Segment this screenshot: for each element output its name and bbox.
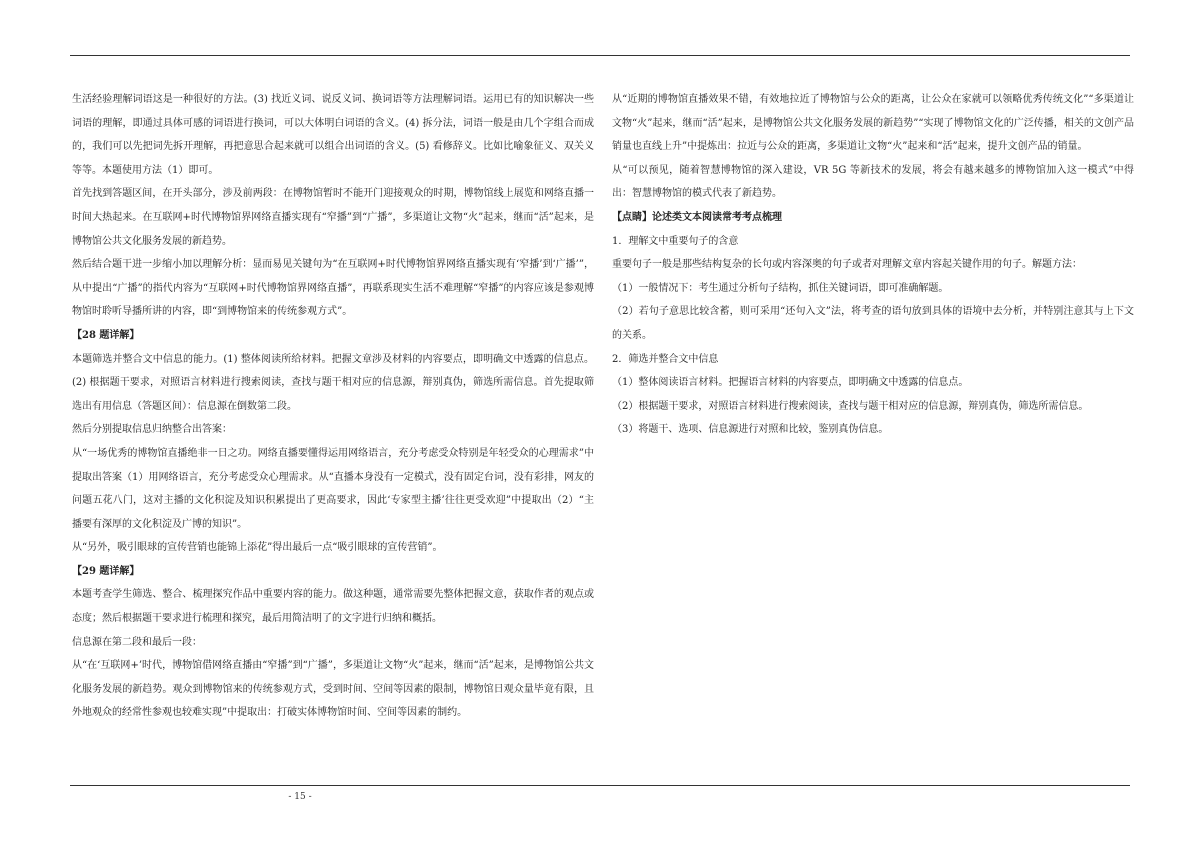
paragraph: 1．理解文中重要句子的含意 bbox=[612, 235, 739, 247]
paragraph: 2．筛选并整合文中信息 bbox=[612, 353, 719, 365]
left-column bbox=[72, 88, 594, 725]
paragraph: 从“在‘互联网+’时代，博物馆借网络直播由“窄播”到“广播”，多渠道让文物“火”起来，继而“活”起来，是博物馆公共文化服务发展的新趋势。观众到博物馆来的传统参观方式，受到时间、空间等因素的限制，博物馆日观众量毕竟有限，且外地观众的经常性参观也较难实现”中提取出：打破实体博物馆时间、空间等因素的制约。 bbox=[72, 660, 594, 719]
header-rule bbox=[70, 55, 1130, 56]
paragraph: 从“近期的博物馆直播效果不错，有效地拉近了博物馆与公众的距离，让公众在家就可以领略优秀传统文化”“多渠道让文物“火”起来，继而“活”起来，是博物馆公共文化服务发展的新趋势”“实现了博物馆文化的广泛传播，相关的文创产品销量也直线上升”中提炼出：拉近与公众的距离，多渠道让文物“火”起来和“活”起来，提升文创产品的销量。 bbox=[612, 94, 1134, 153]
paragraph: 从“另外，吸引眼球的宣传营销也能锦上添花”得出最后一点“吸引眼球的宣传营销”。 bbox=[72, 542, 443, 554]
section-heading: 【点睛】论述类文本阅读常考考点梳理 bbox=[612, 211, 782, 223]
paragraph: 信息源在第二段和最后一段： bbox=[72, 636, 202, 648]
right-column bbox=[612, 88, 1134, 442]
paragraph: （1）一般情况下：考生通过分析句子结构，抓住关键词语，即可准确解题。 bbox=[612, 282, 949, 294]
page-number: - 15 - bbox=[288, 792, 312, 802]
paragraph: 生活经验理解词语这是一种很好的方法。(3) 找近义词、说反义词、换词语等方法理解词语。运用已有的知识解决一些词语的理解，即通过具体可感的词语进行换词，可以大体明白词语的含义。(4) 拆分法，词语一般是由几个字组合而成的，我们可以先把词先拆开理解，再把意思合起来就可以组合出词语的含义。(5) 看修辞义。比如比喻象征义、双关义等等。本题使用方法（1）即可。 bbox=[72, 94, 594, 176]
footer-rule bbox=[70, 785, 1130, 786]
paragraph: 本题考查学生筛选、整合、梳理探究作品中重要内容的能力。做这种题，通常需要先整体把握文意，获取作者的观点或态度；然后根据题干要求进行梳理和探究，最后用简洁明了的文字进行归纳和概括。 bbox=[72, 589, 594, 625]
paragraph: 本题筛选并整合文中信息的能力。(1) 整体阅读所给材料。把握文章涉及材料的内容要点，即明确文中透露的信息点。(2) 根据题干要求，对照语言材料进行搜索阅读，查找与题干相对应的信息源，辩别真伪，筛选所需信息。首先提取筛选出有用信息（答题区间）：信息源在倒数第二段。 bbox=[72, 353, 594, 412]
section-heading: 【28 题详解】 bbox=[72, 329, 140, 341]
paragraph: 从“一场优秀的博物馆直播绝非一日之功。网络直播要懂得运用网络语言，充分考虑受众特别是年轻受众的心理需求”中提取出答案（1）用网络语言，充分考虑受众心理需求。从“直播本身没有一定模式，没有固定台词，没有彩排，网友的问题五花八门，这对主播的文化积淀及知识积累提出了更高要求，因此‘专家型主播’往往更受欢迎”中提取出（2）“主播要有深厚的文化积淀及广博的知识”。 bbox=[72, 447, 594, 530]
paragraph: （1）整体阅读语言材料。把握语言材料的内容要点，即明确文中透露的信息点。 bbox=[612, 377, 969, 389]
paragraph: 从“可以预见，随着智慧博物馆的深入建设，VR 5G 等新技术的发展，将会有越来越多的博物馆加入这一模式”中得出：智慧博物馆的模式代表了新趋势。 bbox=[612, 164, 1134, 200]
paragraph: （2）若句子意思比较含蓄，则可采用“还句入文”法，将考查的语句放到具体的语境中去分析，并特别注意其与上下文的关系。 bbox=[612, 306, 1134, 341]
section-heading: 【29 题详解】 bbox=[72, 565, 140, 577]
paragraph: 然后结合题干进一步缩小加以理解分析：显而易见关键句为“在互联网+时代博物馆界网络直播实现有‘窄播’到‘广播’”，从中提出“广播”的指代内容为“互联网+时代博物馆界网络直播”，再联系现实生活不难理解“窄播”的内容应该是参观博物馆时聆听导播所讲的内容，即“到博物馆来的传统参观方式”。 bbox=[72, 259, 594, 318]
paragraph: 首先找到答题区间，在开头部分，涉及前两段：在博物馆暂时不能开门迎接观众的时期，博物馆线上展览和网络直播一时间大热起来。在互联网+时代博物馆界网络直播实现有“窄播”到“广播”，多渠道让文物“火”起来，继而“活”起来，是博物馆公共文化服务发展的新趋势。 bbox=[72, 188, 594, 247]
paragraph: （3）将题干、选项、信息源进行对照和比较，鉴别真伪信息。 bbox=[612, 424, 889, 436]
paragraph: 重要句子一般是那些结构复杂的长句或内容深奥的句子或者对理解文章内容起关键作用的句子。解题方法： bbox=[612, 259, 1082, 271]
paragraph: 然后分别提取信息归纳整合出答案： bbox=[72, 424, 232, 436]
paragraph: （2）根据题干要求，对照语言材料进行搜索阅读，查找与题干相对应的信息源，辩别真伪，筛选所需信息。 bbox=[612, 400, 1089, 412]
